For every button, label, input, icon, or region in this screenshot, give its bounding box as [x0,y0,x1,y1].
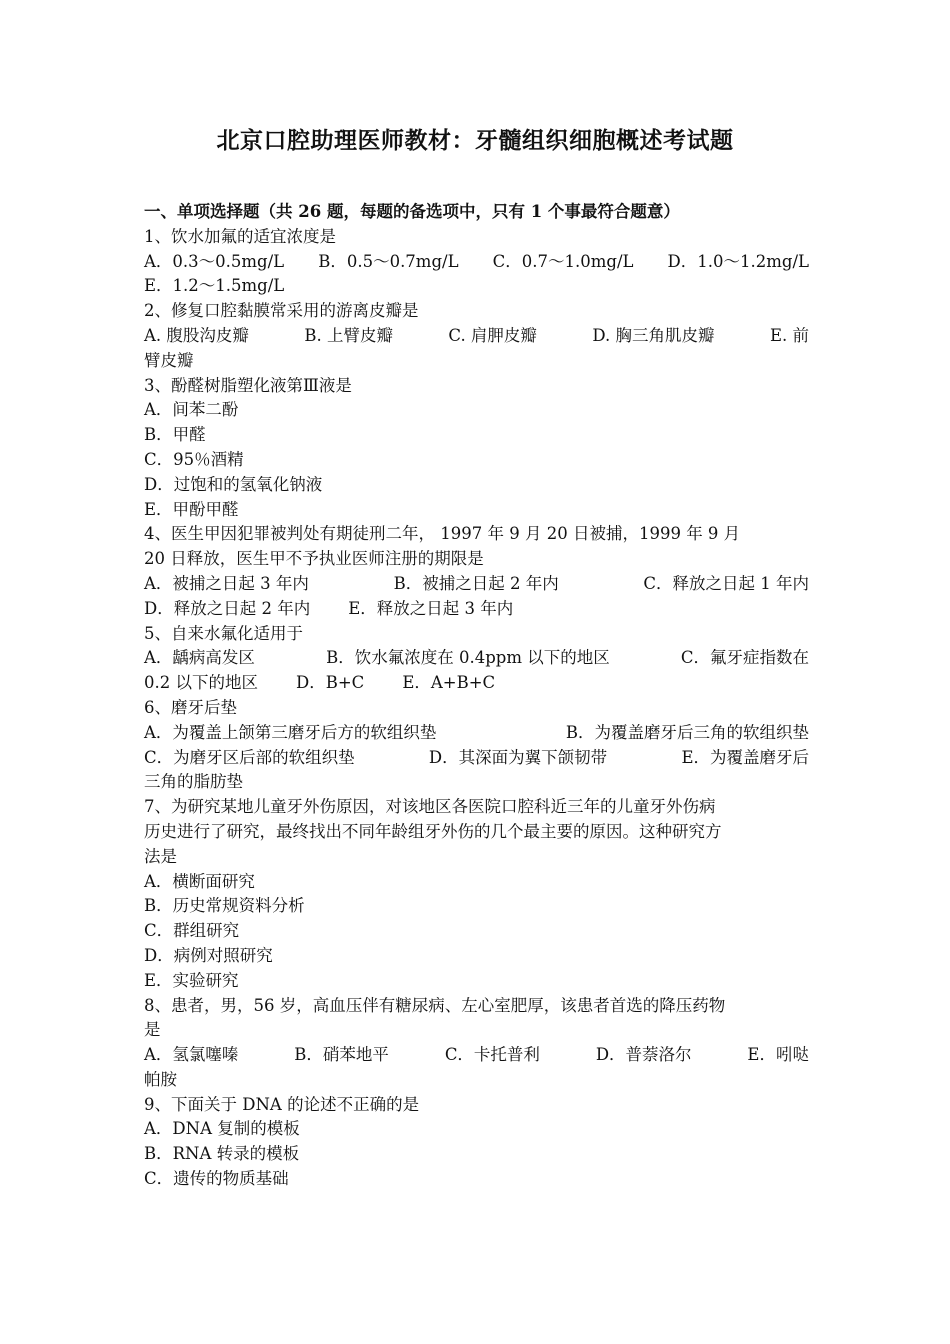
answer-option: D．过饱和的氢氧化钠液 [144,474,323,494]
answer-option: E．实验研究 [144,970,239,990]
question-6 [144,696,809,795]
question-9 [144,1093,809,1192]
question-stem-line: 6、磨牙后垫 [144,697,237,717]
question-stem-line: 20 日释放，医生甲不予执业医师注册的期限是 [144,549,484,569]
answer-option: A．氢氯噻嗪 [144,1045,239,1065]
answer-option: D．其深面为翼下颌韧带 [428,747,608,767]
answer-option: C．遗传的物质基础 [144,1169,289,1189]
answer-option: B．硝苯地平 [294,1045,389,1065]
question-stem-line: 1、饮水加氟的适宜浓度是 [144,226,336,246]
answer-option: A．被捕之日起 3 年内 [144,573,309,593]
answer-option: 0.2 以下的地区 [144,673,258,693]
section-heading: 一、单项选择题（共 26 题，每题的备选项中，只有 1 个事最符合题意） [144,202,680,221]
answer-option: E. 前 [769,325,809,345]
question-2 [144,299,809,373]
option-row [144,894,809,919]
option-row [144,1043,809,1068]
answer-option: E．释放之日起 3 年内 [348,598,514,618]
answer-option: D．1.0～1.2mg/L [667,251,809,271]
option-row [144,1167,809,1192]
question-stem-line: 7、为研究某地儿童牙外伤原因，对该地区各医院口腔科近三年的儿童牙外伤病 [144,797,716,817]
option-row [144,646,809,671]
answer-option: C．95％酒精 [144,449,244,469]
option-row [144,944,809,969]
answer-option: C．氟牙症指数在 [680,648,809,668]
question-3 [144,374,809,523]
question-7 [144,795,809,993]
answer-option: D．B+C [296,673,365,693]
answer-option: A．为覆盖上颌第三磨牙后方的软组织垫 [144,722,437,742]
answer-option: E．甲酚甲醛 [144,499,239,519]
question-stem-line: 法是 [144,846,177,866]
answer-option: E．A+B+C [402,673,496,693]
answer-option: C．释放之日起 1 年内 [643,573,809,593]
question-stem-line: 2、修复口腔黏膜常采用的游离皮瓣是 [144,301,419,321]
answer-option: A．横断面研究 [144,871,255,891]
option-row [144,870,809,895]
question-stem-line: 历史进行了研究，最终找出不同年龄组牙外伤的几个最主要的原因。这种研究方 [144,821,722,841]
question-8 [144,994,809,1093]
option-row [144,274,809,299]
option-row [144,721,809,746]
option-row [144,919,809,944]
answer-option: E．为覆盖磨牙后 [681,747,809,767]
option-row [144,398,809,423]
answer-option: D．释放之日起 2 年内 [144,598,311,618]
answer-option: A．间苯二酚 [144,400,239,420]
answer-option: D. 胸三角肌皮瓣 [592,325,715,345]
answer-option: B．0.5～0.7mg/L [318,251,459,271]
option-row [144,1117,809,1142]
answer-option: B．饮水氟浓度在 0.4ppm 以下的地区 [326,648,610,668]
option-row [144,473,809,498]
option-row [144,969,809,994]
answer-option: 臂皮瓣 [144,350,194,370]
answer-option: E．1.2～1.5mg/L [144,276,285,296]
answer-option: B．被捕之日起 2 年内 [393,573,559,593]
question-stem-line: 是 [144,1020,161,1040]
answer-option: A．DNA 复制的模板 [144,1119,300,1139]
question-4 [144,522,809,621]
option-row [144,324,809,349]
question-5 [144,622,809,696]
answer-option: C．为磨牙区后部的软组织垫 [144,747,355,767]
answer-option: C．群组研究 [144,921,240,941]
option-row [144,498,809,523]
answer-option: B. 上臂皮瓣 [304,325,393,345]
question-stem-line: 8、患者，男，56 岁，高血压伴有糖尿病、左心室肥厚，该患者首选的降压药物 [144,995,726,1015]
question-stem-line: 5、自来水氟化适用于 [144,623,303,643]
answer-option: A．0.3～0.5mg/L [144,251,285,271]
option-row [144,423,809,448]
answer-option: D．病例对照研究 [144,945,273,965]
option-row [144,1142,809,1167]
answer-option: 三角的脂肪垫 [144,772,243,792]
question-stem-line: 4、医生甲因犯罪被判处有期徒刑二年， 1997 年 9 月 20 日被捕，1999 年 9 月 [144,524,741,544]
option-row [144,746,809,771]
option-row [144,770,809,795]
option-row [144,572,809,597]
question-1 [144,225,809,299]
answer-option: C．卡托普利 [444,1045,540,1065]
answer-option: E．吲哒 [747,1045,809,1065]
answer-option: D．普萘洛尔 [595,1045,692,1065]
option-row [144,597,809,622]
answer-option: A. 腹股沟皮瓣 [144,325,249,345]
option-row [144,448,809,473]
option-row [144,1068,809,1093]
option-row [144,671,809,696]
question-stem-line: 3、酚醛树脂塑化液第Ⅲ液是 [144,375,352,395]
answer-option: 帕胺 [144,1069,177,1089]
page-title: 北京口腔助理医师教材：牙髓组织细胞概述考试题 [216,127,734,154]
option-row [144,349,809,374]
answer-option: B．甲醛 [144,425,206,445]
answer-option: B．历史常规资料分析 [144,896,305,916]
answer-option: C. 肩胛皮瓣 [448,325,537,345]
answer-option: A．龋病高发区 [144,648,255,668]
option-row [144,250,809,275]
question-stem-line: 9、下面关于 DNA 的论述不正确的是 [144,1094,420,1114]
answer-option: B．为覆盖磨牙后三角的软组织垫 [565,722,809,742]
answer-option: B．RNA 转录的模板 [144,1144,300,1164]
answer-option: C．0.7～1.0mg/L [492,251,634,271]
document-body [144,200,809,1192]
